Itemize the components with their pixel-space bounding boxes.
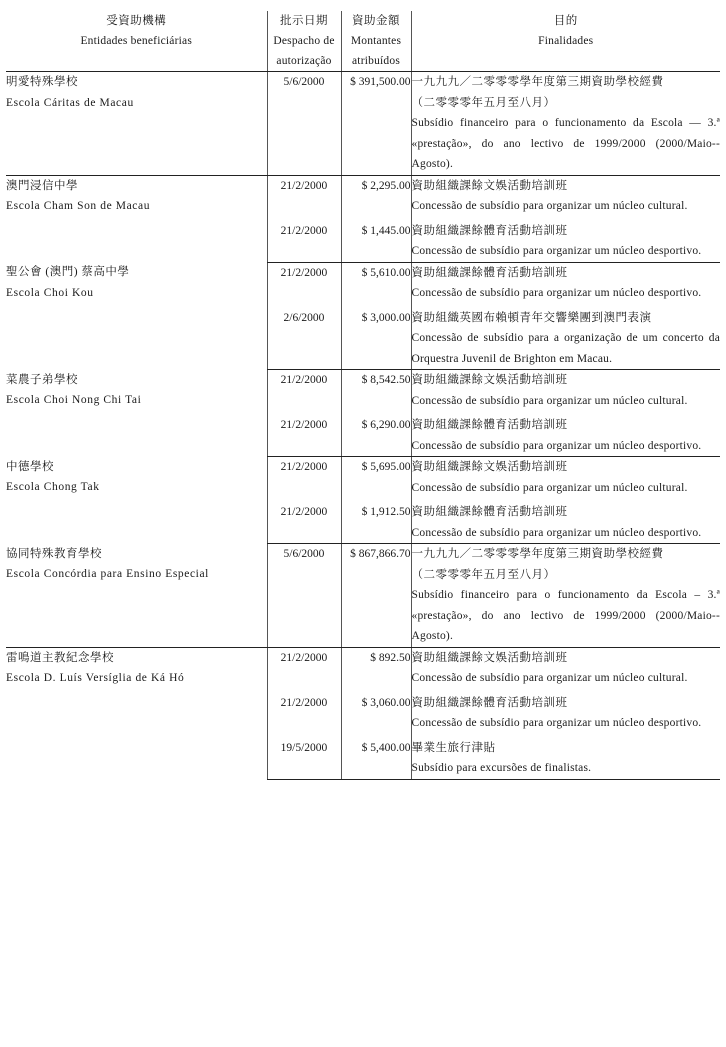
grants-table xyxy=(6,11,720,780)
entity-cell xyxy=(6,262,267,370)
entity-name-zh: 協同特殊教育學校 xyxy=(6,547,102,560)
entity-group xyxy=(6,262,720,370)
purpose-cell xyxy=(411,175,720,217)
purpose-zh: 資助組織課餘文娛活動培訓班 xyxy=(411,179,568,192)
date-cell: 21/2/2000 xyxy=(267,498,341,544)
entity-cell xyxy=(6,457,267,544)
purpose-zh-period: （二零零零年五月至八月） xyxy=(411,96,556,109)
table-row xyxy=(6,175,720,217)
amount-cell: $ 8,542.50 xyxy=(341,370,411,412)
entity-name-pt: Escola D. Luís Versíglia de Ká Hó xyxy=(6,672,185,684)
entity-name-pt: Escola Cham Son de Macau xyxy=(6,200,151,212)
purpose-cell xyxy=(411,262,720,304)
entity-cell xyxy=(6,647,267,779)
purpose-pt: Concessão de subsídio para a organização de um concerto da Orquestra Juvenil de Brighton em Macau. xyxy=(411,332,720,365)
purpose-cell xyxy=(411,217,720,263)
purpose-zh-period: （二零零零年五月至八月） xyxy=(411,568,556,581)
amount-cell: $ 3,000.00 xyxy=(341,304,411,370)
date-cell: 5/6/2000 xyxy=(267,72,341,176)
date-cell: 5/6/2000 xyxy=(267,544,341,648)
purpose-cell xyxy=(411,689,720,734)
table-row xyxy=(6,72,720,176)
header-amount-zh: 資助金額 xyxy=(352,15,400,27)
purpose-pt: Concessão de subsídio para organizar um núcleo cultural. xyxy=(411,481,688,494)
entity-name-zh: 澳門浸信中學 xyxy=(6,179,78,192)
amount-cell: $ 3,060.00 xyxy=(341,689,411,734)
purpose-pt: Concessão de subsídio para organizar um núcleo desportivo. xyxy=(411,287,702,299)
amount-cell: $ 391,500.00 xyxy=(341,72,411,176)
header-purpose xyxy=(411,11,720,72)
purpose-cell xyxy=(411,411,720,457)
purpose-cell xyxy=(411,72,720,176)
header-purpose-zh: 目的 xyxy=(553,15,578,27)
header-amount-pt1: Montantes xyxy=(350,35,402,47)
entity-group xyxy=(6,175,720,262)
table-row xyxy=(6,647,720,689)
purpose-pt: Concessão de subsídio para organizar um núcleo desportivo. xyxy=(411,717,702,729)
purpose-zh: 資助組織課餘體育活動培訓班 xyxy=(411,506,568,518)
amount-cell: $ 1,445.00 xyxy=(341,217,411,263)
date-cell: 21/2/2000 xyxy=(267,370,341,412)
purpose-cell xyxy=(411,498,720,544)
entity-group xyxy=(6,72,720,176)
date-cell: 21/2/2000 xyxy=(267,217,341,263)
header-date-pt2: autorização xyxy=(276,55,332,67)
purpose-pt: Subsídio financeiro para o funcionamento da Escola – 3.ª «prestação», do ano lectivo de 1999/2000 (2000/Maio--Agosto). xyxy=(411,589,720,642)
purpose-pt: Subsídio para excursões de finalistas. xyxy=(411,762,592,774)
amount-cell: $ 1,912.50 xyxy=(341,498,411,544)
header-date-zh: 批示日期 xyxy=(280,15,328,27)
purpose-zh: 資助組織課餘體育活動培訓班 xyxy=(411,696,568,709)
entity-name-pt: Escola Chong Tak xyxy=(6,481,100,493)
purpose-pt: Concessão de subsídio para organizar um núcleo cultural. xyxy=(411,672,688,684)
table-row xyxy=(6,457,720,499)
entity-group xyxy=(6,370,720,457)
purpose-zh: 資助組織課餘文娛活動培訓班 xyxy=(411,651,568,664)
entity-cell xyxy=(6,544,267,648)
entity-name-zh: 明愛特殊學校 xyxy=(6,76,78,88)
header-date-pt1: Despacho de xyxy=(273,35,335,47)
table-row xyxy=(6,544,720,648)
date-cell: 21/2/2000 xyxy=(267,262,341,304)
entity-cell xyxy=(6,370,267,457)
entity-name-zh: 雷鳴道主教紀念學校 xyxy=(6,651,114,664)
entity-cell xyxy=(6,175,267,262)
amount-cell: $ 5,610.00 xyxy=(341,262,411,304)
purpose-cell xyxy=(411,457,720,499)
table-header xyxy=(6,11,720,72)
entity-name-pt: Escola Cáritas de Macau xyxy=(6,96,134,109)
purpose-zh: 資助組織課餘體育活動培訓班 xyxy=(411,419,568,431)
date-cell: 21/2/2000 xyxy=(267,175,341,217)
purpose-pt: Concessão de subsídio para organizar um núcleo desportivo. xyxy=(411,526,702,539)
entity-name-pt: Escola Choi Kou xyxy=(6,286,94,299)
header-entity xyxy=(6,11,267,72)
purpose-cell xyxy=(411,370,720,412)
amount-cell: $ 6,290.00 xyxy=(341,411,411,457)
purpose-cell xyxy=(411,544,720,648)
amount-cell: $ 867,866.70 xyxy=(341,544,411,648)
purpose-zh: 資助組織課餘文娛活動培訓班 xyxy=(411,374,568,386)
amount-cell: $ 5,695.00 xyxy=(341,457,411,499)
purpose-pt: Concessão de subsídio para organizar um núcleo cultural. xyxy=(411,200,688,212)
purpose-zh: 資助組織課餘體育活動培訓班 xyxy=(411,224,568,237)
entity-group xyxy=(6,457,720,544)
purpose-cell xyxy=(411,304,720,370)
header-amount xyxy=(341,11,411,72)
purpose-cell xyxy=(411,647,720,689)
date-cell: 21/2/2000 xyxy=(267,457,341,499)
amount-cell: $ 5,400.00 xyxy=(341,734,411,780)
entity-name-zh: 中德學校 xyxy=(6,460,54,473)
amount-cell: $ 2,295.00 xyxy=(341,175,411,217)
table-row xyxy=(6,370,720,412)
purpose-pt: Concessão de subsídio para organizar um núcleo desportivo. xyxy=(411,245,702,257)
purpose-pt: Subsídio financeiro para o funcionamento da Escola — 3.ª «prestação», do ano lectivo de 1999/2000 (2000/Maio--Agosto). xyxy=(411,117,720,170)
date-cell: 21/2/2000 xyxy=(267,411,341,457)
entity-group xyxy=(6,544,720,648)
entity-name-zh: 聖公會 (澳門) 蔡高中學 xyxy=(6,266,130,278)
header-amount-pt2: atribuídos xyxy=(352,55,400,67)
header-entity-pt: Entidades beneficiárias xyxy=(80,35,193,47)
purpose-zh: 資助組織課餘體育活動培訓班 xyxy=(411,266,568,279)
date-cell: 2/6/2000 xyxy=(267,304,341,370)
header-purpose-pt: Finalidades xyxy=(538,35,594,47)
entity-group xyxy=(6,647,720,779)
header-date xyxy=(267,11,341,72)
header-entity-zh: 受資助機構 xyxy=(106,15,167,27)
purpose-zh: 一九九九／二零零零學年度第三期資助學校經費 xyxy=(411,76,664,88)
date-cell: 21/2/2000 xyxy=(267,689,341,734)
date-cell: 21/2/2000 xyxy=(267,647,341,689)
entity-name-pt: Escola Concórdia para Ensino Especial xyxy=(6,568,209,580)
purpose-zh: 一九九九／二零零零學年度第三期資助學校經費 xyxy=(411,548,664,560)
table-row xyxy=(6,262,720,304)
purpose-pt: Concessão de subsídio para organizar um núcleo cultural. xyxy=(411,394,688,407)
purpose-zh: 畢業生旅行津貼 xyxy=(411,741,496,754)
amount-cell: $ 892.50 xyxy=(341,647,411,689)
purpose-cell xyxy=(411,734,720,780)
entity-cell xyxy=(6,72,267,176)
entity-name-zh: 菜農子弟學校 xyxy=(6,373,78,386)
entity-name-pt: Escola Choi Nong Chi Tai xyxy=(6,394,142,406)
purpose-zh: 資助組織英國布賴頓青年交響樂團到澳門表演 xyxy=(411,311,652,324)
purpose-zh: 資助組織課餘文娛活動培訓班 xyxy=(411,461,568,473)
purpose-pt: Concessão de subsídio para organizar um núcleo desportivo. xyxy=(411,439,702,452)
date-cell: 19/5/2000 xyxy=(267,734,341,780)
